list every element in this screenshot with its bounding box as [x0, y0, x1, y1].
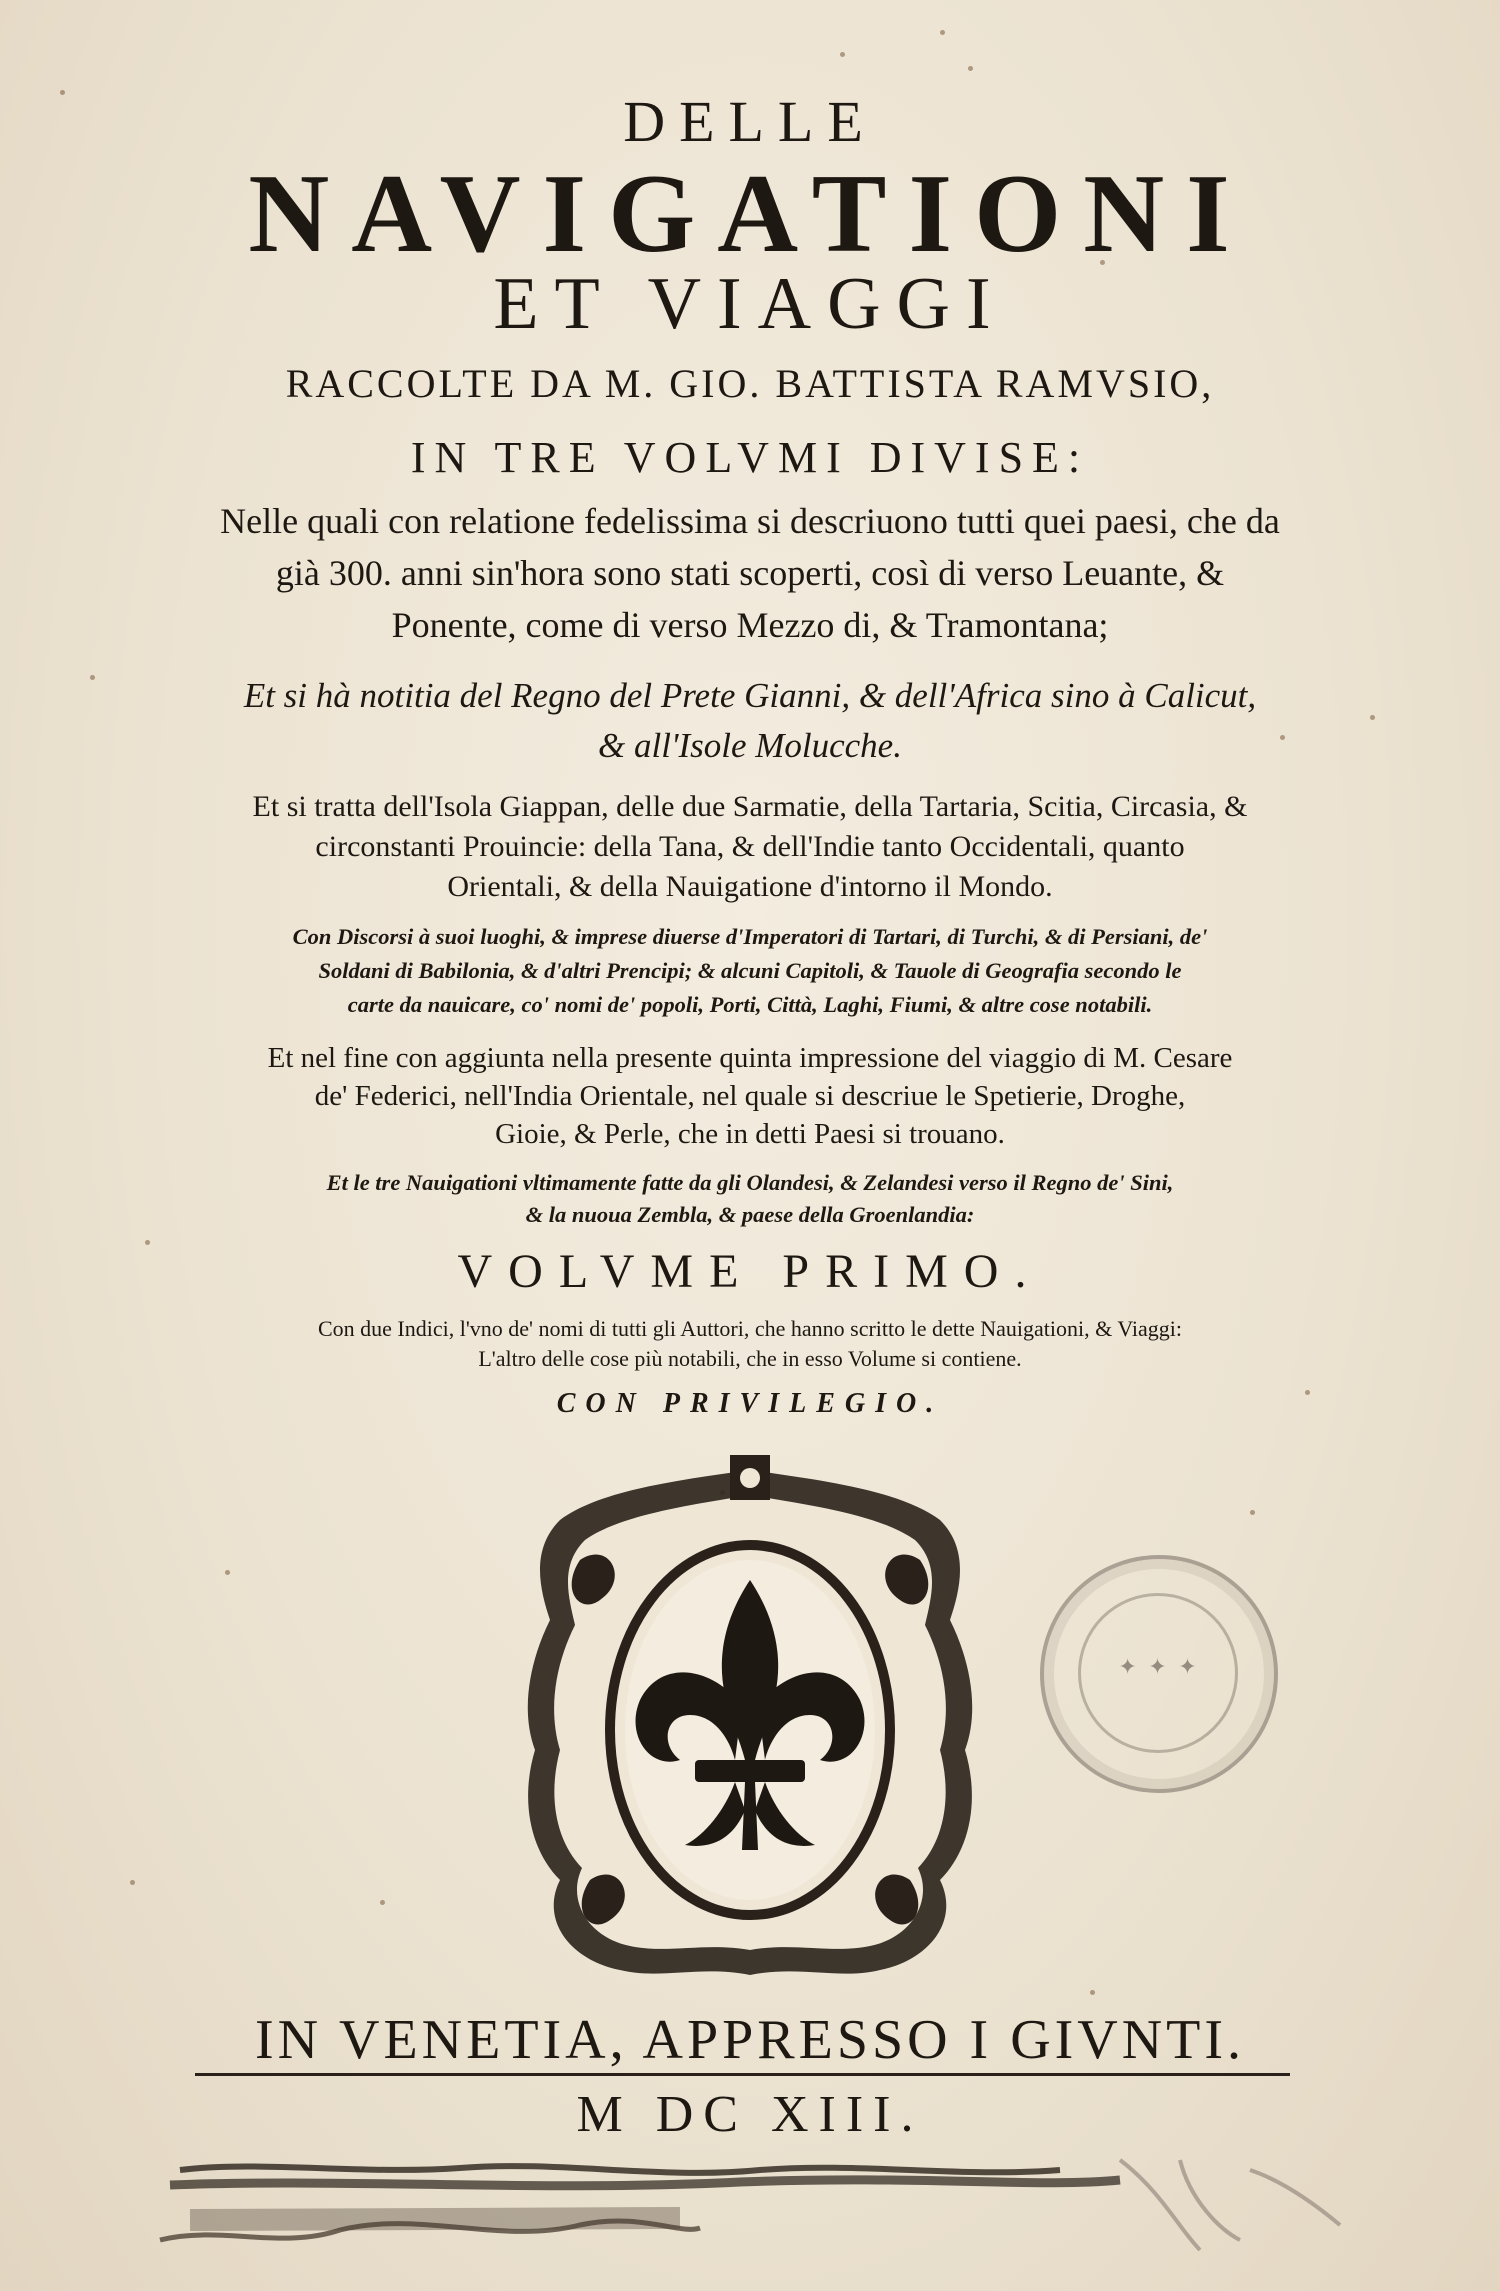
title-line-et-viaggi: ET VIAGGI — [493, 263, 1007, 345]
imprint-rule — [195, 2073, 1290, 2076]
title-line-navigationi: NAVIGATIONI — [248, 152, 1252, 276]
para5-line1: Et nel fine con aggiunta nella presente quinta impressione del viaggio di M. Cesare — [267, 1042, 1233, 1074]
volume-label: VOLVME PRIMO. — [457, 1245, 1043, 1298]
library-stamp-icon: ✦ ✦ ✦ — [1040, 1555, 1278, 1793]
para4-line2: Soldani di Babilonia, & d'altri Prencipi; & alcuni Capitoli, & Tauole di Geografia secondo le — [318, 958, 1182, 983]
para5-line2: de' Federici, nell'India Orientale, nel quale si descriue le Spetierie, Droghe, — [314, 1080, 1186, 1112]
volumes-line: IN TRE VOLVMI DIVISE: — [410, 433, 1090, 482]
para1-line1: Nelle quali con relatione fedelissima si descriuono tutti quei paesi, che da — [220, 501, 1280, 541]
privilegio-label: CON PRIVILEGIO. — [556, 1388, 944, 1419]
para3-line3: Orientali, & della Nauigatione d'intorno il Mondo. — [447, 870, 1053, 903]
para3-line1: Et si tratta dell'Isola Giappan, delle due Sarmatie, della Tartaria, Scitia, Circasia, & — [252, 790, 1248, 823]
para1-line2: già 300. anni sin'hora sono stati scoperti, così di verso Leuante, & — [275, 553, 1225, 593]
para3-line2: circonstanti Prouincie: della Tana, & dell'Indie tanto Occidentali, quanto — [315, 830, 1185, 863]
para6-line2: & la nuoua Zembla, & paese della Groenlandia: — [525, 1202, 975, 1227]
title-line-delle: DELLE — [623, 89, 877, 154]
para1-line3: Ponente, come di verso Mezzo di, & Tramontana; — [391, 605, 1109, 645]
year-line: M DC XIII. — [576, 2086, 924, 2143]
handwritten-inscription-icon — [140, 2130, 1360, 2270]
para4-line3: carte da nauicare, co' nomi de' popoli, Porti, Città, Laghi, Fiumi, & altre cose notabili. — [347, 992, 1153, 1017]
para5-line3: Gioie, & Perle, che in detti Paesi si trouano. — [495, 1118, 1005, 1150]
giglio-printer-device-icon — [520, 1450, 980, 1990]
para2-line1: Et si hà notitia del Regno del Prete Gianni, & dell'Africa sino à Calicut, — [243, 676, 1257, 715]
para6-line1: Et le tre Nauigationi vltimamente fatte da gli Olandesi, & Zelandesi verso il Regno de' Sini, — [326, 1170, 1174, 1195]
para4-line1: Con Discorsi à suoi luoghi, & imprese diuerse d'Imperatori di Tartari, di Turchi, & di Persiani, de' — [292, 924, 1208, 949]
para2-line2: & all'Isole Molucche. — [598, 726, 902, 765]
indici-line1: Con due Indici, l'vno de' nomi di tutti gli Auttori, che hanno scritto le dette Nauigationi, & Viaggi: — [317, 1316, 1183, 1341]
compiler-line: RACCOLTE DA M. GIO. BATTISTA RAMVSIO, — [285, 361, 1215, 406]
indici-line2: L'altro delle cose più notabili, che in esso Volume si contiene. — [478, 1346, 1022, 1371]
imprint-line: IN VENETIA, APPRESSO I GIVNTI. — [254, 2009, 1246, 2071]
